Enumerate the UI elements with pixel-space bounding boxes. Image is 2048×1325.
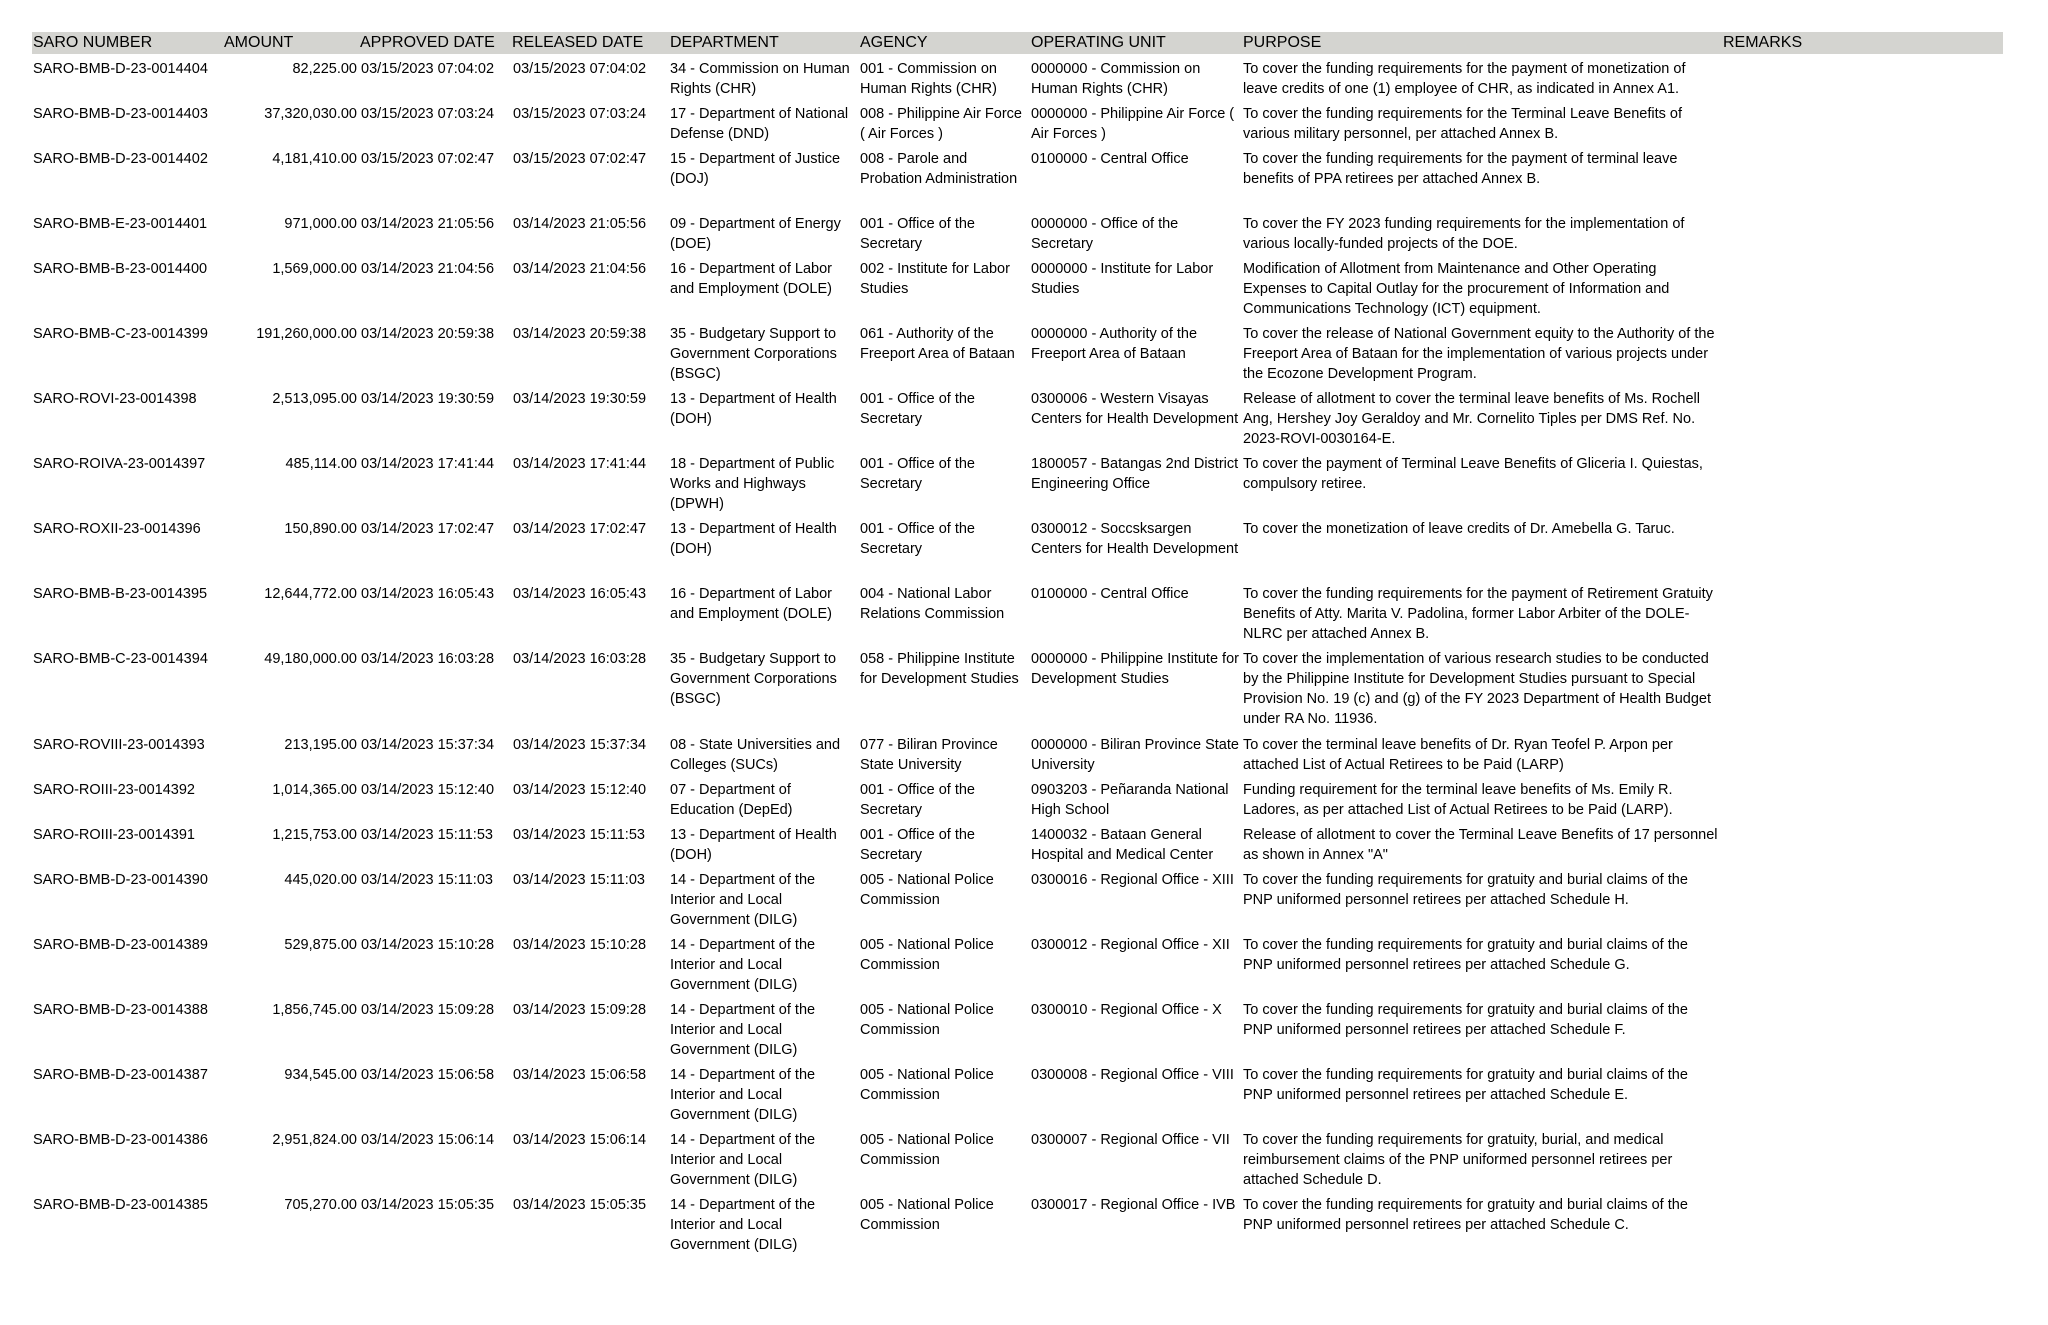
- approved-date-cell: 03/14/2023 15:06:14: [361, 1132, 495, 1148]
- operating-unit-cell: 0000000 - Authority of the Freeport Area of Bataan: [1031, 326, 1198, 362]
- purpose-cell: To cover the release of National Government equity to the Authority of the Freeport Area of Bataan for the implementation of various projects under the Ecozone Development Program.: [1243, 326, 1715, 382]
- table-row: [32, 1125, 2003, 1190]
- table-row: [32, 144, 2003, 209]
- department-cell: 14 - Department of the Interior and Local Government (DILG): [670, 1002, 816, 1058]
- remarks-cell: [1722, 209, 2003, 254]
- department-cell: 17 - Department of National Defense (DND): [670, 106, 849, 142]
- agency-cell: 058 - Philippine Institute for Development Studies: [860, 651, 1019, 687]
- approved-date-cell: 03/15/2023 07:02:47: [361, 151, 495, 167]
- saro-number-cell: SARO-BMB-B-23-0014395: [33, 586, 208, 602]
- approved-date-cell: 03/15/2023 07:03:24: [361, 106, 495, 122]
- purpose-cell: To cover the implementation of various research studies to be conducted by the Philippine Institute for Development Studies pursuant to Special Provision No. 19 (c) and (g) of the FY 2023 Department of Health Budget under RA No. 11936.: [1243, 651, 1712, 727]
- remarks-cell: [1722, 54, 2003, 99]
- approved-date-cell: 03/14/2023 16:03:28: [361, 651, 495, 667]
- agency-cell: 001 - Office of the Secretary: [860, 521, 975, 557]
- released-date-cell: 03/14/2023 16:05:43: [513, 586, 647, 602]
- amount-cell: 1,215,753.00: [272, 827, 357, 843]
- remarks-cell: [1722, 319, 2003, 384]
- operating-unit-cell: 1800057 - Batangas 2nd District Engineering Office: [1031, 456, 1239, 492]
- table-row: [32, 775, 2003, 820]
- agency-cell: 001 - Commission on Human Rights (CHR): [860, 61, 997, 97]
- released-date-cell: 03/14/2023 17:02:47: [513, 521, 647, 537]
- header-saro-number: SARO NUMBER: [33, 34, 153, 51]
- department-cell: 35 - Budgetary Support to Government Corporations (BSGC): [670, 326, 837, 382]
- remarks-cell: [1722, 579, 2003, 644]
- released-date-cell: 03/14/2023 21:04:56: [513, 261, 647, 277]
- approved-date-cell: 03/14/2023 15:37:34: [361, 737, 495, 753]
- released-date-cell: 03/15/2023 07:03:24: [513, 106, 647, 122]
- released-date-cell: 03/14/2023 16:03:28: [513, 651, 647, 667]
- operating-unit-cell: 0300012 - Soccsksargen Centers for Health Development: [1031, 521, 1239, 557]
- released-date-cell: 03/14/2023 15:11:03: [513, 872, 645, 888]
- operating-unit-cell: 0300008 - Regional Office - VIII: [1031, 1067, 1234, 1083]
- header-department: DEPARTMENT: [670, 34, 779, 51]
- saro-number-cell: SARO-BMB-D-23-0014402: [33, 151, 208, 167]
- table-row: [32, 1060, 2003, 1125]
- remarks-cell: [1722, 384, 2003, 449]
- saro-number-cell: SARO-BMB-D-23-0014389: [33, 937, 208, 953]
- purpose-cell: Modification of Allotment from Maintenance and Other Operating Expenses to Capital Outlay for the procurement of Information and Communications Technology (ICT) equipment.: [1243, 261, 1670, 317]
- table-row: [32, 644, 2003, 730]
- table-row: [32, 54, 2003, 99]
- purpose-cell: To cover the funding requirements for gratuity and burial claims of the PNP uniformed personnel retirees per attached Schedule H.: [1243, 872, 1688, 908]
- agency-cell: 008 - Parole and Probation Administration: [860, 151, 1018, 187]
- released-date-cell: 03/14/2023 15:09:28: [513, 1002, 647, 1018]
- purpose-cell: To cover the funding requirements for the payment of monetization of leave credits of one (1) employee of CHR, as indicated in Annex A1.: [1243, 61, 1686, 97]
- department-cell: 13 - Department of Health (DOH): [670, 521, 837, 557]
- header-agency: AGENCY: [860, 34, 928, 51]
- saro-number-cell: SARO-BMB-D-23-0014403: [33, 106, 208, 122]
- saro-number-cell: SARO-BMB-C-23-0014399: [33, 326, 208, 342]
- saro-table-sheet: [32, 32, 2003, 1255]
- saro-number-cell: SARO-ROIVA-23-0014397: [33, 456, 206, 472]
- released-date-cell: 03/14/2023 15:06:14: [513, 1132, 647, 1148]
- remarks-cell: [1722, 514, 2003, 579]
- operating-unit-cell: 0300010 - Regional Office - X: [1031, 1002, 1222, 1018]
- amount-cell: 150,890.00: [284, 521, 357, 537]
- department-cell: 13 - Department of Health (DOH): [670, 391, 837, 427]
- operating-unit-cell: 0300012 - Regional Office - XII: [1031, 937, 1230, 953]
- amount-cell: 1,856,745.00: [272, 1002, 357, 1018]
- purpose-cell: Funding requirement for the terminal leave benefits of Ms. Emily R. Ladores, as per attached List of Actual Retirees to be Paid (LARP).: [1243, 782, 1673, 818]
- agency-cell: 001 - Office of the Secretary: [860, 827, 975, 863]
- department-cell: 14 - Department of the Interior and Local Government (DILG): [670, 872, 816, 928]
- released-date-cell: 03/15/2023 07:04:02: [513, 61, 647, 77]
- operating-unit-cell: 0000000 - Commission on Human Rights (CHR): [1031, 61, 1201, 97]
- saro-number-cell: SARO-BMB-D-23-0014386: [33, 1132, 208, 1148]
- amount-cell: 529,875.00: [284, 937, 357, 953]
- amount-cell: 705,270.00: [284, 1197, 357, 1213]
- amount-cell: 191,260,000.00: [256, 326, 357, 342]
- saro-table: [32, 32, 2003, 1255]
- approved-date-cell: 03/14/2023 17:41:44: [361, 456, 495, 472]
- department-cell: 18 - Department of Public Works and Highways (DPWH): [670, 456, 835, 512]
- operating-unit-cell: 0300006 - Western Visayas Centers for Health Development: [1031, 391, 1239, 427]
- approved-date-cell: 03/15/2023 07:04:02: [361, 61, 495, 77]
- amount-cell: 12,644,772.00: [264, 586, 357, 602]
- operating-unit-cell: 0100000 - Central Office: [1031, 586, 1189, 602]
- header-amount: AMOUNT: [224, 34, 294, 51]
- agency-cell: 001 - Office of the Secretary: [860, 391, 975, 427]
- remarks-cell: [1722, 144, 2003, 209]
- released-date-cell: 03/14/2023 15:10:28: [513, 937, 647, 953]
- department-cell: 14 - Department of the Interior and Local Government (DILG): [670, 1197, 816, 1253]
- saro-number-cell: SARO-ROIII-23-0014392: [33, 782, 195, 798]
- header-released-date: RELEASED DATE: [512, 34, 644, 51]
- saro-number-cell: SARO-ROXII-23-0014396: [33, 521, 201, 537]
- agency-cell: 001 - Office of the Secretary: [860, 782, 975, 818]
- purpose-cell: To cover the FY 2023 funding requirements for the implementation of various locally-funded projects of the DOE.: [1243, 216, 1685, 252]
- header-row: [32, 32, 2003, 54]
- department-cell: 16 - Department of Labor and Employment (DOLE): [670, 586, 833, 622]
- purpose-cell: To cover the funding requirements for gratuity, burial, and medical reimbursement claims of the PNP uniformed personnel retirees per attached Schedule D.: [1243, 1132, 1673, 1188]
- approved-date-cell: 03/14/2023 15:05:35: [361, 1197, 495, 1213]
- purpose-cell: Release of allotment to cover the Terminal Leave Benefits of 17 personnel as shown in Annex "A": [1243, 827, 1718, 863]
- operating-unit-cell: 0000000 - Philippine Institute for Development Studies: [1031, 651, 1239, 687]
- department-cell: 07 - Department of Education (DepEd): [670, 782, 793, 818]
- header-remarks: REMARKS: [1723, 34, 1803, 51]
- operating-unit-cell: 1400032 - Bataan General Hospital and Medical Center: [1031, 827, 1214, 863]
- amount-cell: 2,513,095.00: [272, 391, 357, 407]
- department-cell: 14 - Department of the Interior and Local Government (DILG): [670, 937, 816, 993]
- agency-cell: 001 - Office of the Secretary: [860, 456, 975, 492]
- agency-cell: 001 - Office of the Secretary: [860, 216, 975, 252]
- released-date-cell: 03/14/2023 17:41:44: [513, 456, 647, 472]
- approved-date-cell: 03/14/2023 15:10:28: [361, 937, 495, 953]
- agency-cell: 005 - National Police Commission: [860, 937, 994, 973]
- approved-date-cell: 03/14/2023 15:11:53: [361, 827, 493, 843]
- amount-cell: 485,114.00: [285, 456, 357, 472]
- released-date-cell: 03/14/2023 20:59:38: [513, 326, 647, 342]
- released-date-cell: 03/15/2023 07:02:47: [513, 151, 647, 167]
- department-cell: 16 - Department of Labor and Employment (DOLE): [670, 261, 833, 297]
- approved-date-cell: 03/14/2023 17:02:47: [361, 521, 495, 537]
- header-purpose: PURPOSE: [1243, 34, 1322, 51]
- agency-cell: 005 - National Police Commission: [860, 1197, 994, 1233]
- table-row: [32, 579, 2003, 644]
- remarks-cell: [1722, 775, 2003, 820]
- saro-number-cell: SARO-BMB-B-23-0014400: [33, 261, 208, 277]
- agency-cell: 005 - National Police Commission: [860, 872, 994, 908]
- amount-cell: 49,180,000.00: [264, 651, 357, 667]
- amount-cell: 445,020.00: [284, 872, 357, 888]
- purpose-cell: To cover the funding requirements for gratuity and burial claims of the PNP uniformed personnel retirees per attached Schedule E.: [1243, 1067, 1688, 1103]
- department-cell: 08 - State Universities and Colleges (SUCs): [670, 737, 841, 773]
- table-row: [32, 449, 2003, 514]
- approved-date-cell: 03/14/2023 15:11:03: [361, 872, 493, 888]
- operating-unit-cell: 0000000 - Institute for Labor Studies: [1031, 261, 1214, 297]
- purpose-cell: To cover the funding requirements for the payment of Retirement Gratuity Benefits of Atty. Marita V. Padolina, former Labor Arbiter of the DOLE-NLRC per attached Annex B.: [1243, 586, 1713, 642]
- department-cell: 34 - Commission on Human Rights (CHR): [670, 61, 850, 97]
- table-row: [32, 254, 2003, 319]
- remarks-cell: [1722, 930, 2003, 995]
- department-cell: 09 - Department of Energy (DOE): [670, 216, 841, 252]
- remarks-cell: [1722, 99, 2003, 144]
- amount-cell: 1,014,365.00: [272, 782, 357, 798]
- saro-number-cell: SARO-BMB-D-23-0014390: [33, 872, 208, 888]
- purpose-cell: To cover the funding requirements for the Terminal Leave Benefits of various military personnel, per attached Annex B.: [1243, 106, 1683, 142]
- table-row: [32, 1190, 2003, 1255]
- saro-number-cell: SARO-BMB-E-23-0014401: [33, 216, 208, 232]
- saro-number-cell: SARO-ROIII-23-0014391: [33, 827, 195, 843]
- remarks-cell: [1722, 995, 2003, 1060]
- operating-unit-cell: 0000000 - Biliran Province State University: [1031, 737, 1239, 773]
- agency-cell: 004 - National Labor Relations Commission: [860, 586, 1005, 622]
- amount-cell: 82,225.00: [292, 61, 357, 77]
- amount-cell: 1,569,000.00: [272, 261, 357, 277]
- saro-number-cell: SARO-BMB-D-23-0014385: [33, 1197, 208, 1213]
- purpose-cell: To cover the payment of Terminal Leave Benefits of Gliceria I. Quiestas, compulsory retiree.: [1243, 456, 1703, 492]
- remarks-cell: [1722, 1190, 2003, 1255]
- saro-number-cell: SARO-BMB-C-23-0014394: [33, 651, 208, 667]
- remarks-cell: [1722, 644, 2003, 730]
- amount-cell: 37,320,030.00: [264, 106, 357, 122]
- agency-cell: 005 - National Police Commission: [860, 1067, 994, 1103]
- approved-date-cell: 03/14/2023 15:12:40: [361, 782, 495, 798]
- operating-unit-cell: 0000000 - Office of the Secretary: [1031, 216, 1179, 252]
- saro-number-cell: SARO-ROVIII-23-0014393: [33, 737, 205, 753]
- department-cell: 13 - Department of Health (DOH): [670, 827, 837, 863]
- agency-cell: 061 - Authority of the Freeport Area of Bataan: [860, 326, 1015, 362]
- amount-cell: 213,195.00: [284, 737, 357, 753]
- approved-date-cell: 03/14/2023 20:59:38: [361, 326, 495, 342]
- approved-date-cell: 03/14/2023 16:05:43: [361, 586, 495, 602]
- remarks-cell: [1722, 820, 2003, 865]
- approved-date-cell: 03/14/2023 21:05:56: [361, 216, 495, 232]
- approved-date-cell: 03/14/2023 19:30:59: [361, 391, 495, 407]
- amount-cell: 971,000.00: [284, 216, 357, 232]
- table-row: [32, 730, 2003, 775]
- purpose-cell: To cover the monetization of leave credits of Dr. Amebella G. Taruc.: [1243, 521, 1675, 537]
- table-body: [32, 54, 2003, 1255]
- remarks-cell: [1722, 449, 2003, 514]
- released-date-cell: 03/14/2023 15:11:53: [513, 827, 645, 843]
- remarks-cell: [1722, 730, 2003, 775]
- remarks-cell: [1722, 1125, 2003, 1190]
- released-date-cell: 03/14/2023 15:37:34: [513, 737, 647, 753]
- operating-unit-cell: 0300016 - Regional Office - XIII: [1031, 872, 1234, 888]
- saro-number-cell: SARO-BMB-D-23-0014404: [33, 61, 208, 77]
- agency-cell: 005 - National Police Commission: [860, 1132, 994, 1168]
- operating-unit-cell: 0300007 - Regional Office - VII: [1031, 1132, 1230, 1148]
- table-row: [32, 384, 2003, 449]
- operating-unit-cell: 0000000 - Philippine Air Force ( Air Forces ): [1031, 106, 1235, 142]
- agency-cell: 005 - National Police Commission: [860, 1002, 994, 1038]
- department-cell: 35 - Budgetary Support to Government Corporations (BSGC): [670, 651, 837, 707]
- released-date-cell: 03/14/2023 19:30:59: [513, 391, 647, 407]
- table-row: [32, 865, 2003, 930]
- remarks-cell: [1722, 254, 2003, 319]
- table-row: [32, 209, 2003, 254]
- operating-unit-cell: 0100000 - Central Office: [1031, 151, 1189, 167]
- department-cell: 15 - Department of Justice (DOJ): [670, 151, 841, 187]
- approved-date-cell: 03/14/2023 15:06:58: [361, 1067, 495, 1083]
- header-approved-date: APPROVED DATE: [360, 34, 495, 51]
- purpose-cell: To cover the funding requirements for gratuity and burial claims of the PNP uniformed personnel retirees per attached Schedule F.: [1243, 1002, 1688, 1038]
- purpose-cell: To cover the funding requirements for the payment of terminal leave benefits of PPA retirees per attached Annex B.: [1243, 151, 1678, 187]
- remarks-cell: [1722, 1060, 2003, 1125]
- table-row: [32, 820, 2003, 865]
- department-cell: 14 - Department of the Interior and Local Government (DILG): [670, 1067, 816, 1123]
- amount-cell: 4,181,410.00: [272, 151, 357, 167]
- released-date-cell: 03/14/2023 15:12:40: [513, 782, 647, 798]
- table-row: [32, 514, 2003, 579]
- approved-date-cell: 03/14/2023 15:09:28: [361, 1002, 495, 1018]
- agency-cell: 008 - Philippine Air Force ( Air Forces ): [860, 106, 1022, 142]
- header-operating-unit: OPERATING UNIT: [1031, 34, 1166, 51]
- agency-cell: 002 - Institute for Labor Studies: [860, 261, 1010, 297]
- remarks-cell: [1722, 865, 2003, 930]
- released-date-cell: 03/14/2023 15:06:58: [513, 1067, 647, 1083]
- approved-date-cell: 03/14/2023 21:04:56: [361, 261, 495, 277]
- table-row: [32, 995, 2003, 1060]
- table-row: [32, 319, 2003, 384]
- department-cell: 14 - Department of the Interior and Local Government (DILG): [670, 1132, 816, 1188]
- amount-cell: 934,545.00: [284, 1067, 357, 1083]
- saro-number-cell: SARO-BMB-D-23-0014387: [33, 1067, 208, 1083]
- operating-unit-cell: 0903203 - Peñaranda National High School: [1031, 782, 1229, 818]
- purpose-cell: To cover the funding requirements for gratuity and burial claims of the PNP uniformed personnel retirees per attached Schedule G.: [1243, 937, 1688, 973]
- released-date-cell: 03/14/2023 21:05:56: [513, 216, 647, 232]
- purpose-cell: To cover the terminal leave benefits of Dr. Ryan Teofel P. Arpon per attached List of Actual Retirees to be Paid (LARP): [1243, 737, 1673, 773]
- table-row: [32, 930, 2003, 995]
- purpose-cell: To cover the funding requirements for gratuity and burial claims of the PNP uniformed personnel retirees per attached Schedule C.: [1243, 1197, 1688, 1233]
- table-row: [32, 99, 2003, 144]
- saro-number-cell: SARO-BMB-D-23-0014388: [33, 1002, 208, 1018]
- released-date-cell: 03/14/2023 15:05:35: [513, 1197, 647, 1213]
- operating-unit-cell: 0300017 - Regional Office - IVB: [1031, 1197, 1236, 1213]
- amount-cell: 2,951,824.00: [272, 1132, 357, 1148]
- agency-cell: 077 - Biliran Province State University: [860, 737, 998, 773]
- purpose-cell: Release of allotment to cover the terminal leave benefits of Ms. Rochell Ang, Hershey Joy Geraldoy and Mr. Cornelito Tiples per DMS Ref. No. 2023-ROVI-0030164-E.: [1243, 391, 1700, 447]
- saro-number-cell: SARO-ROVI-23-0014398: [33, 391, 197, 407]
